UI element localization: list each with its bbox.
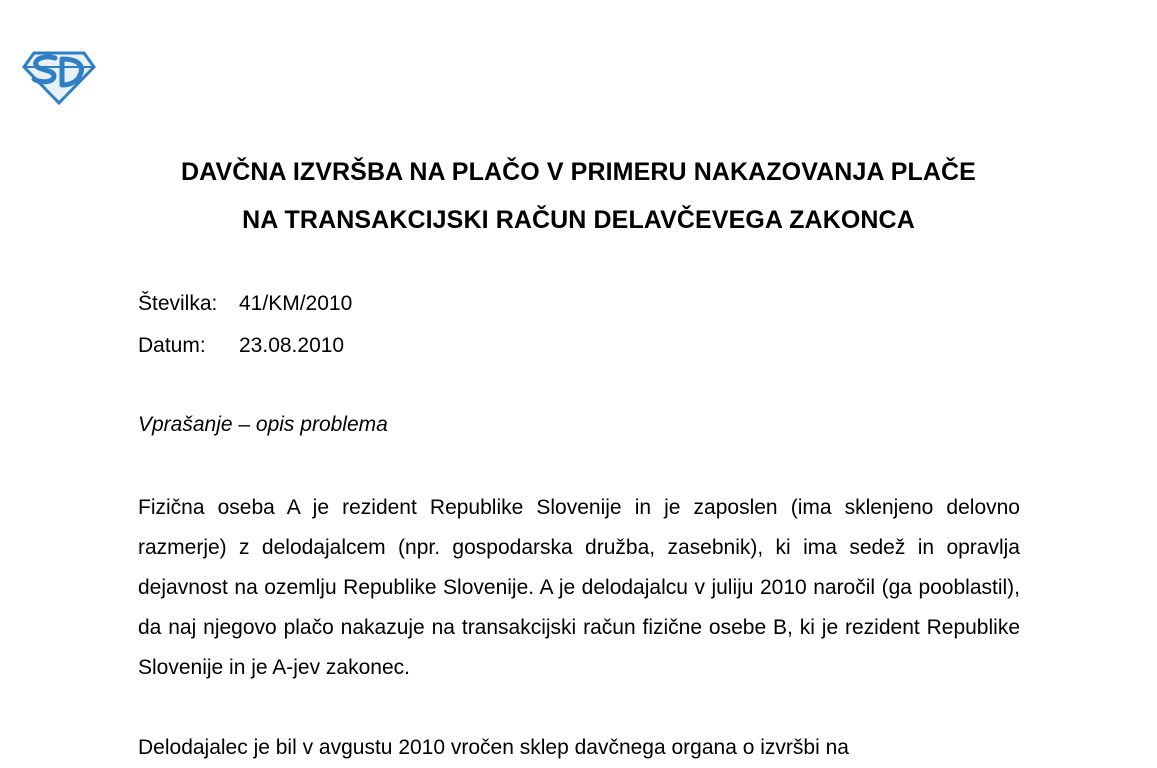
document-number-value: 41/KM/2010 xyxy=(239,292,353,315)
organization-logo-icon xyxy=(22,47,96,105)
document-date-value: 23.08.2010 xyxy=(239,334,345,357)
question-heading: Vprašanje – opis problema xyxy=(138,413,388,436)
document-title-line-1: DAVČNA IZVRŠBA NA PLAČO V PRIMERU NAKAZOVANJA PLAČE xyxy=(181,158,976,186)
body-paragraph-2: Delodajalec je bil v avgustu 2010 vročen sklep davčnega organa o izvršbi na xyxy=(138,736,849,759)
document-number-label: Številka: xyxy=(138,292,218,315)
document-date-label: Datum: xyxy=(138,334,206,357)
body-paragraph-1: Fizična oseba A je rezident Republike Slovenije in je zaposlen (ima sklenjeno delovno razmerje) z delodajalcem (npr. gospodarska družba, zasebnik), ki ima sedež in opravlja dejavnost na ozemlju Republike Slovenije. A je delodajalcu v juliju 2010 naročil (ga pooblastil), da naj njegovo plačo nakazuje na transakcijski račun fizične osebe B, ki je rezident Republike Slovenije in je A-jev zakonec. xyxy=(138,496,1020,679)
document-number-row xyxy=(138,292,352,316)
document-title-line-2: NA TRANSAKCIJSKI RAČUN DELAVČEVEGA ZAKONCA xyxy=(242,206,915,234)
document-date-row xyxy=(138,334,344,358)
